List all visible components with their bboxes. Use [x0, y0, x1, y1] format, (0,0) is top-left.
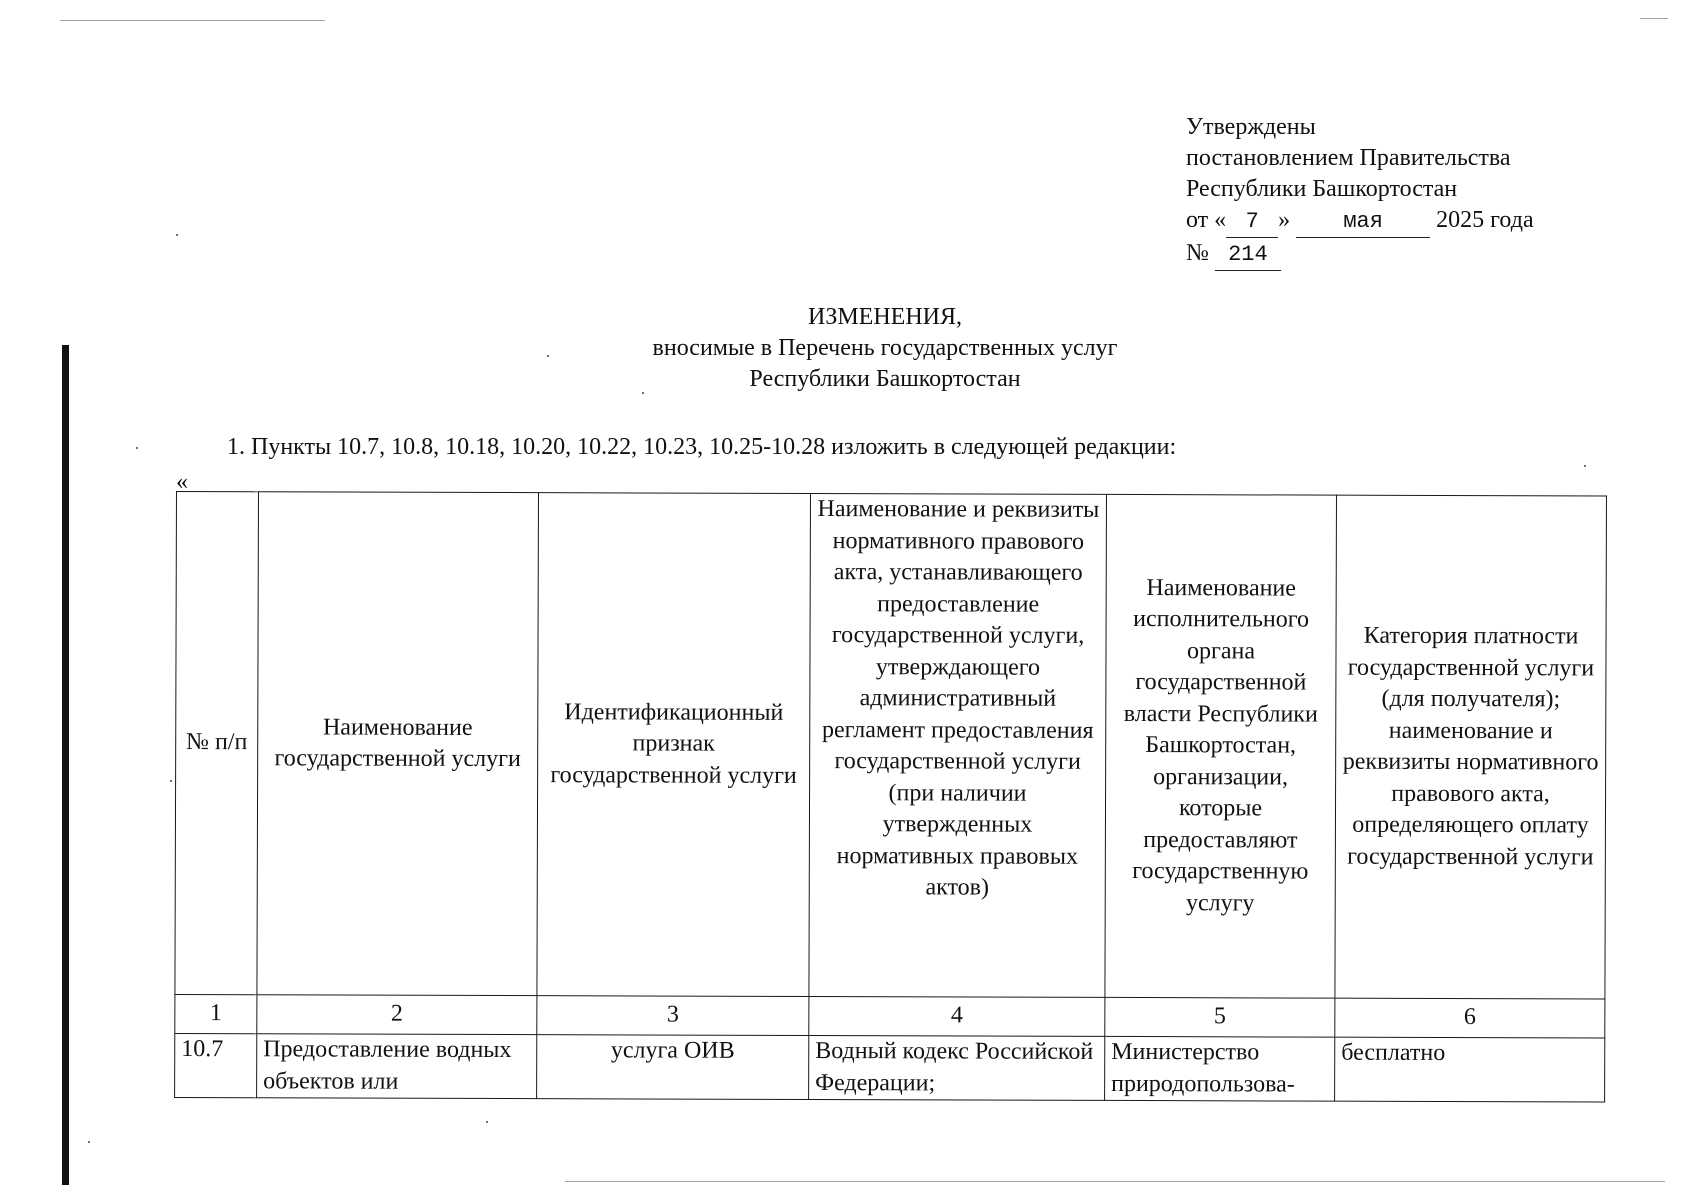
- approval-line: Республики Башкортостан: [1186, 176, 1458, 202]
- date-month: мая: [1296, 206, 1430, 238]
- date-day: 7: [1226, 206, 1278, 238]
- row-executive-body: Министерство природопользова-: [1105, 1036, 1335, 1101]
- header-cell-service-name: Наименование государственной услуги: [257, 492, 539, 996]
- scan-speck: [136, 447, 138, 449]
- header-cell-legal-act: Наименование и реквизиты нормативного правового акта, устанавливающего предоставление государственной услуги, утверждающего административный регламент предоставления государственной услуги (при наличии утвержденных нормативных правовых актов): [809, 493, 1107, 997]
- column-number: 1: [175, 994, 257, 1033]
- scan-speck: [486, 1121, 488, 1123]
- approval-number-line: [1186, 238, 1534, 271]
- date-prefix: от «: [1186, 207, 1227, 233]
- row-payment: бесплатно: [1335, 1037, 1605, 1102]
- instruction-paragraph: 1. Пункты 10.7, 10.8, 10.18, 10.20, 10.22, 10.23, 10.25-10.28 изложить в следующей редакции:: [227, 434, 1177, 460]
- table-row: [175, 1033, 1605, 1101]
- scan-edge-shadow: [62, 345, 69, 1185]
- services-table: [174, 491, 1607, 1102]
- row-service-name: Предоставление водных объектов или: [257, 1034, 537, 1099]
- number-prefix: №: [1186, 240, 1209, 266]
- scan-speck: [1584, 465, 1586, 467]
- scan-speck: [88, 1141, 90, 1143]
- header-cell-executive-body: Наименование исполнительного органа государственной власти Республики Башкортостан, организации, которые предоставляют государственную услугу: [1105, 494, 1337, 998]
- approval-line: постановлением Правительства: [1186, 145, 1511, 171]
- header-cell-id-sign: Идентификационный признак государственной услуги: [537, 493, 811, 997]
- date-mid: »: [1278, 207, 1291, 233]
- header-cell-number: № п/п: [175, 492, 259, 995]
- column-number: 4: [809, 996, 1105, 1036]
- decree-number: 214: [1215, 239, 1281, 271]
- column-number-row: [175, 994, 1605, 1037]
- table-header-row: [175, 492, 1607, 999]
- row-id-sign: услуга ОИВ: [537, 1035, 809, 1100]
- date-year: 2025 года: [1436, 207, 1534, 233]
- row-number: 10.7: [175, 1033, 257, 1097]
- scan-top-right-line: [1640, 18, 1668, 19]
- column-number: 5: [1105, 997, 1335, 1037]
- approval-stamp-block: [1186, 112, 1534, 271]
- approval-date-line: [1186, 205, 1534, 238]
- opening-quote: «: [176, 469, 188, 495]
- row-legal-act: Водный кодекс Российской Федерации;: [809, 1035, 1105, 1100]
- column-number: 6: [1335, 998, 1605, 1038]
- scan-speck: [176, 234, 178, 236]
- scan-speck: [170, 780, 172, 782]
- header-cell-payment-category: Категория платности государственной услуги (для получателя); наименование и реквизиты нормативного правового акта, определяющего оплату государственной услуги: [1335, 495, 1607, 999]
- scan-bottom-line: [565, 1181, 1665, 1182]
- title-line: вносимые в Перечень государственных услуг: [652, 335, 1118, 361]
- column-number: 3: [537, 996, 809, 1036]
- title-heading: ИЗМЕНЕНИЯ,: [807, 304, 963, 330]
- scan-top-line: [60, 20, 325, 21]
- approval-line: Утверждены: [1186, 114, 1316, 140]
- title-line: Республики Башкортостан: [749, 366, 1021, 392]
- column-number: 2: [257, 995, 537, 1035]
- document-title: [500, 302, 1270, 395]
